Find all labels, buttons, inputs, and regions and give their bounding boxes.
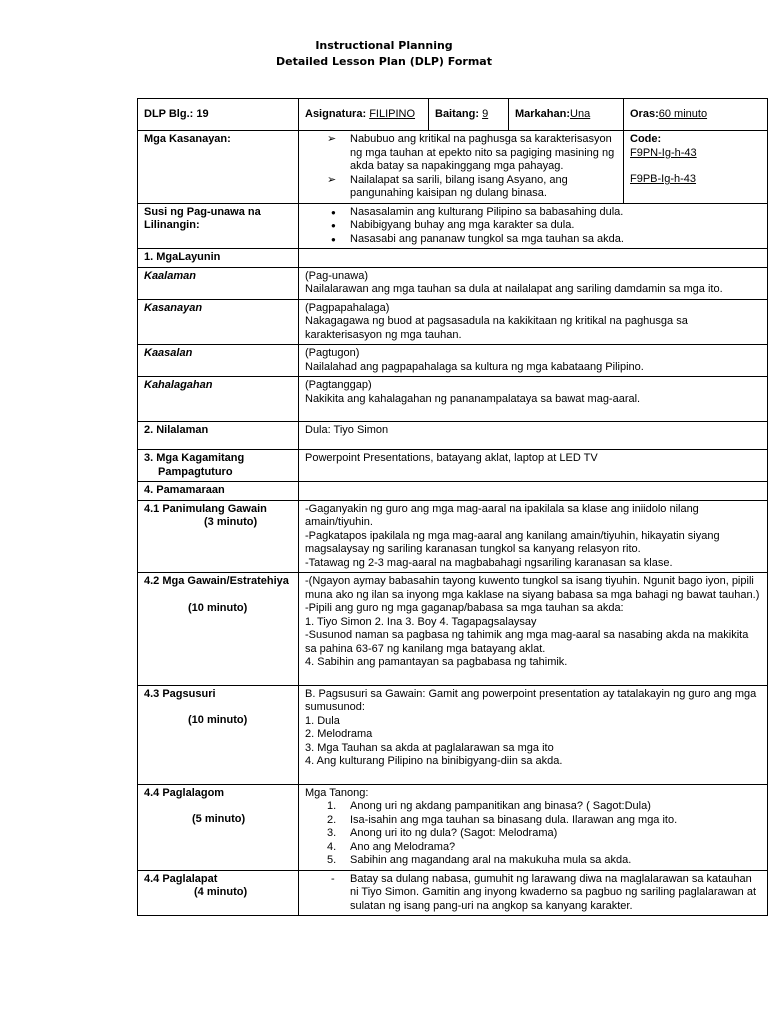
markahan-value: Una bbox=[570, 107, 591, 120]
code-value: F9PN-Ig-h-43 bbox=[630, 146, 697, 159]
section-4-5-label: 4.4 Paglalapat (4 minuto) bbox=[138, 870, 299, 916]
kaalaman-row: Kaalaman (Pag-unawa) Nailalarawan ang mga tauhan sa dula at nailalapat ang sariling damdamin sa mga ito. bbox=[138, 267, 768, 299]
list-item: ● Nasasalamin ang kulturang Pilipino sa babasahing dula. bbox=[305, 206, 762, 220]
kaasalan-label: Kaasalan bbox=[138, 345, 299, 377]
section-4-4-row bbox=[138, 784, 768, 870]
baitang-cell: Baitang: 9 bbox=[429, 99, 509, 131]
section-4-3-row bbox=[138, 685, 768, 784]
list-item: ● Nasasabi ang pananaw tungkol sa mga tauhan sa akda. bbox=[305, 233, 762, 247]
layunin-row bbox=[138, 249, 768, 268]
markahan-cell: Markahan:Una bbox=[509, 99, 624, 131]
nilalaman-row bbox=[138, 422, 768, 450]
lesson-plan-table bbox=[137, 98, 768, 916]
pamamaraan-label: 4. Pamamaraan bbox=[138, 482, 299, 501]
list-item: 3. Anong uri ito ng dula? (Sagot: Melodrama) bbox=[327, 827, 558, 839]
kasanayan-list-cell bbox=[299, 131, 624, 204]
susi-row bbox=[138, 203, 768, 249]
section-4-2-label: 4.2 Mga Gawain/Estratehiya (10 minuto) bbox=[138, 573, 299, 686]
kasanayan-objective-text: Nakagagawa ng buod at pagsasadula na kakikitaan ng kritikal na paghusga sa karakterisasyon ng mga tauhan. bbox=[305, 315, 688, 341]
section-4-4-content: Mga Tanong: 1. Anong uri ng akdang pampanitikan ang binasa? ( Sagot:Dula) 2. Isa-isahin ang mga tauhan sa binasang dula. Ilarawan ang mga ito. 3. Anong uri ito ng dula? (Sagot: Melodrama) 4. Ano ang Melodrama? 5. Sabihin ang magandang aral na makukuha mula sa akda. bbox=[299, 784, 768, 870]
kasanayan-objective-row: Kasanayan (Pagpapahalaga) Nakagagawa ng buod at pagsasadula na kakikitaan ng kritikal na paghusga sa karakterisasyon ng mga tauhan. bbox=[138, 299, 768, 345]
list-item: ➢ Nabubuo ang kritikal na paghusga sa karakterisasyon ng mga tauhan at epekto nito sa pagiging masining ng akda batay sa napakinggang mga pahayag. bbox=[305, 133, 618, 174]
section-4-1-row bbox=[138, 500, 768, 573]
top-row bbox=[138, 99, 768, 131]
document-title: Instructional Planning bbox=[315, 39, 453, 52]
section-4-3-content: B. Pagsusuri sa Gawain: Gamit ang powerpoint presentation ay tatalakayin ng guro ang mga sumusunod: 1. Dula 2. Melodrama 3. Mga Tauhan sa akda at paglalarawan sa mga ito 4. Ang kulturang Pilipino na binibigyang-diin sa akda. bbox=[299, 685, 768, 784]
list-item: 2. Isa-isahin ang mga tauhan sa binasang dula. Ilarawan ang mga ito. bbox=[327, 813, 678, 826]
kaalaman-text: Nailalarawan ang mga tauhan sa dula at nailalapat ang sariling damdamin sa mga ito. bbox=[305, 283, 723, 295]
section-time: (10 minuto) bbox=[188, 601, 248, 614]
section-time: (5 minuto) bbox=[192, 813, 246, 825]
section-time: (10 minuto) bbox=[188, 714, 248, 726]
list-item: 4. Ano ang Melodrama? bbox=[327, 840, 456, 853]
list-item: ● Nabibigyang buhay ang mga karakter sa dula. bbox=[305, 219, 762, 233]
kasanayan-objective-label: Kasanayan bbox=[138, 299, 299, 345]
list-item: 5. Sabihin ang magandang aral na makukuha mula sa akda. bbox=[327, 854, 632, 866]
code-cell bbox=[624, 131, 768, 204]
asignatura-value: FILIPINO bbox=[369, 107, 416, 120]
baitang-value: 9 bbox=[482, 107, 489, 120]
oras-value: 60 minuto bbox=[658, 107, 708, 120]
kahalagahan-row: Kahalagahan (Pagtanggap) Nakikita ang kahalagahan ng pananampalataya sa bawat mag-aaral. bbox=[138, 377, 768, 422]
document-header bbox=[0, 38, 768, 70]
kagamitan-label: 3. Mga Kagamitang Pampagtuturo bbox=[138, 450, 299, 482]
nilalaman-value: Dula: Tiyo Simon bbox=[299, 422, 768, 450]
section-time: (3 minuto) bbox=[204, 516, 258, 528]
section-4-2-row bbox=[138, 573, 768, 686]
kasanayan-label: Mga Kasanayan: bbox=[138, 131, 299, 204]
kahalagahan-label: Kahalagahan bbox=[138, 377, 299, 422]
kasanayan-row bbox=[138, 131, 768, 204]
code-value: F9PB-Ig-h-43 bbox=[630, 173, 697, 185]
list-item: ➢ Nailalapat sa sarili, bilang isang Asyano, ang pangunahing kaisipan ng dulang binasa. bbox=[305, 174, 618, 201]
kagamitan-row bbox=[138, 450, 768, 482]
section-4-2-content: -(Ngayon aymay babasahin tayong kuwento tungkol sa isang tiyuhin. Ngunit bago iyon, pipili muna ako ng ilan sa inyong mga kaklase na siyang babasa sa mga bahagi ng bawat tauhan.) -Pipili ang guro ng mga gaganap/babasa sa mga tauhan sa akda: 1. Tiyo Simon 2. Ina 3. Boy 4. Tagapagsalaysay -Susunod naman sa pagbasa ng tahimik ang mga mag-aaral sa nasabing akda na makikita sa pahina 63-67 ng kanilang mga batayang aklat. 4. Sabihin ang pamantayan sa pagbabasa ng tahimik. bbox=[299, 573, 768, 686]
pamamaraan-row bbox=[138, 482, 768, 501]
kagamitan-value: Powerpoint Presentations, batayang aklat, laptop at LED TV bbox=[299, 450, 768, 482]
nilalaman-label: 2. Nilalaman bbox=[138, 422, 299, 450]
kaasalan-row: Kaasalan (Pagtugon) Nailalahad ang pagpapahalaga sa kultura ng mga kabataang Pilipino. bbox=[138, 345, 768, 377]
susi-label: Susi ng Pag-unawa na Lilinangin: bbox=[138, 203, 299, 249]
section-4-1-content: -Gaganyakin ng guro ang mga mag-aaral na ipakilala sa klase ang iniidolo nilang amain/tiyuhin. -Pagkatapos ipakilala ng mga mag-aaral ang kanilang amain/tiyuhin, hikayatin siyang magsalaysay ng sariling karanasan tungkol sa kanyang relasyon rito. -Tatawag ng 2-3 mag-aaral na magbabahagi ngsariling karanasan sa klase. bbox=[299, 500, 768, 573]
asignatura-cell: Asignatura: FILIPINO bbox=[299, 99, 429, 131]
susi-list-cell bbox=[299, 203, 768, 249]
kaasalan-text: Nailalahad ang pagpapahalaga sa kultura ng mga kabataang Pilipino. bbox=[305, 360, 644, 373]
document-subtitle: Detailed Lesson Plan (DLP) Format bbox=[276, 55, 492, 68]
layunin-label: 1. MgaLayunin bbox=[138, 249, 299, 268]
dlp-number: DLP Blg.: 19 bbox=[138, 99, 299, 131]
kaalaman-label: Kaalaman bbox=[138, 267, 299, 299]
list-item: 1. Anong uri ng akdang pampanitikan ang binasa? ( Sagot:Dula) bbox=[327, 800, 651, 812]
code-label: Code: bbox=[630, 133, 662, 145]
section-4-5-row bbox=[138, 870, 768, 916]
section-4-5-content bbox=[299, 870, 768, 916]
oras-cell: Oras:60 minuto bbox=[624, 99, 768, 131]
section-time: (4 minuto) bbox=[194, 886, 248, 898]
section-4-1-label: 4.1 Panimulang Gawain (3 minuto) bbox=[138, 500, 299, 573]
list-item: - Batay sa dulang nabasa, gumuhit ng larawang diwa na maglalarawan sa katauhan ni Tiyo Simon. Gamitin ang inyong kwaderno sa pagbuo ng sariling paglalarawan at sulatan ng isang pang-uri na angkop sa kanyang karakter. bbox=[305, 873, 762, 914]
section-4-4-label: 4.4 Paglalagom (5 minuto) bbox=[138, 784, 299, 870]
section-4-3-label: 4.3 Pagsusuri (10 minuto) bbox=[138, 685, 299, 784]
kahalagahan-text: Nakikita ang kahalagahan ng pananampalataya sa bawat mag-aaral. bbox=[305, 392, 641, 405]
